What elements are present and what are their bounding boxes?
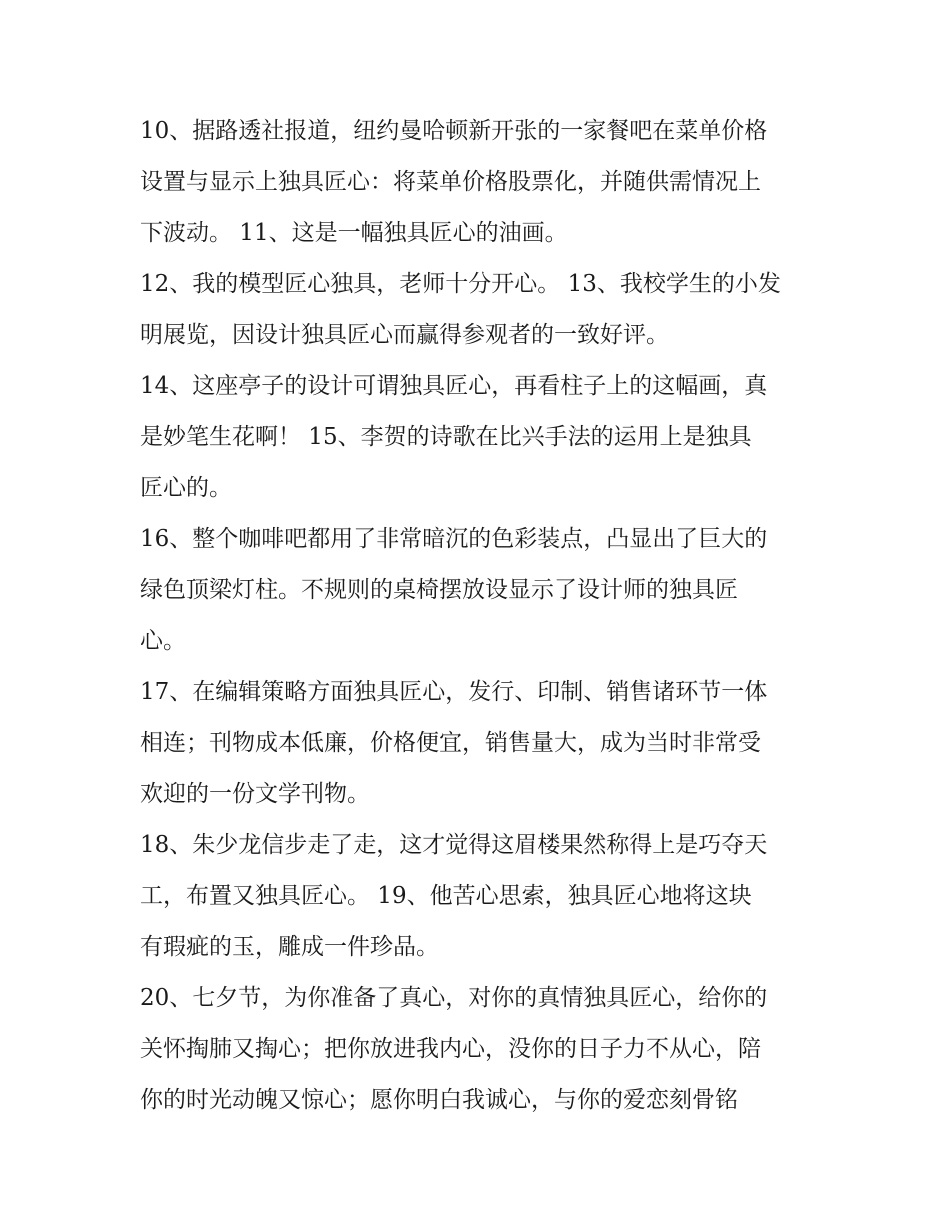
text-line: 欢迎的一份文学刊物。 (140, 781, 370, 807)
text-line: 下波动。 11、这是一幅独具匠心的油画。 (140, 220, 568, 246)
text-line: 设置与显示上独具匠心：将菜单价格股票化，并随供需情况上 (140, 169, 761, 195)
text-line: 绿色顶梁灯柱。不规则的桌椅摆放设显示了设计师的独具匠 (140, 577, 738, 603)
text-line: 有瑕疵的玉，雕成一件珍品。 (140, 934, 439, 960)
text-line: 14、这座亭子的设计可谓独具匠心，再看柱子上的这幅画，真 (140, 373, 768, 399)
text-line: 20、七夕节，为你准备了真心，对你的真情独具匠心，给你的 (140, 985, 768, 1011)
text-line: 关怀掏肺又掏心；把你放进我内心，没你的日子力不从心，陪 (140, 1036, 761, 1062)
text-line: 12、我的模型匠心独具，老师十分开心。 13、我校学生的小发 (140, 271, 781, 297)
text-line: 17、在编辑策略方面独具匠心，发行、印制、销售诸环节一体 (140, 679, 768, 705)
text-line: 工，布置又独具匠心。 19、他苦心思索，独具匠心地将这块 (140, 883, 752, 909)
text-line: 10、据路透社报道，纽约曼哈顿新开张的一家餐吧在菜单价格 (140, 118, 768, 144)
text-line: 匠心的。 (140, 475, 232, 501)
text-line: 你的时光动魄又惊心；愿你明白我诚心，与你的爱恋刻骨铭 (140, 1087, 738, 1113)
text-line: 心。 (140, 628, 186, 654)
text-line: 18、朱少龙信步走了走，这才觉得这眉楼果然称得上是巧夺天 (140, 832, 768, 858)
text-line: 明展览，因设计独具匠心而赢得参观者的一致好评。 (140, 322, 669, 348)
text-line: 是妙笔生花啊！ 15、李贺的诗歌在比兴手法的运用上是独具 (140, 424, 752, 450)
text-line: 16、整个咖啡吧都用了非常暗沉的色彩装点，凸显出了巨大的 (140, 526, 768, 552)
text-line: 相连；刊物成本低廉，价格便宜，销售量大，成为当时非常受 (140, 730, 761, 756)
document-body (140, 106, 812, 1126)
